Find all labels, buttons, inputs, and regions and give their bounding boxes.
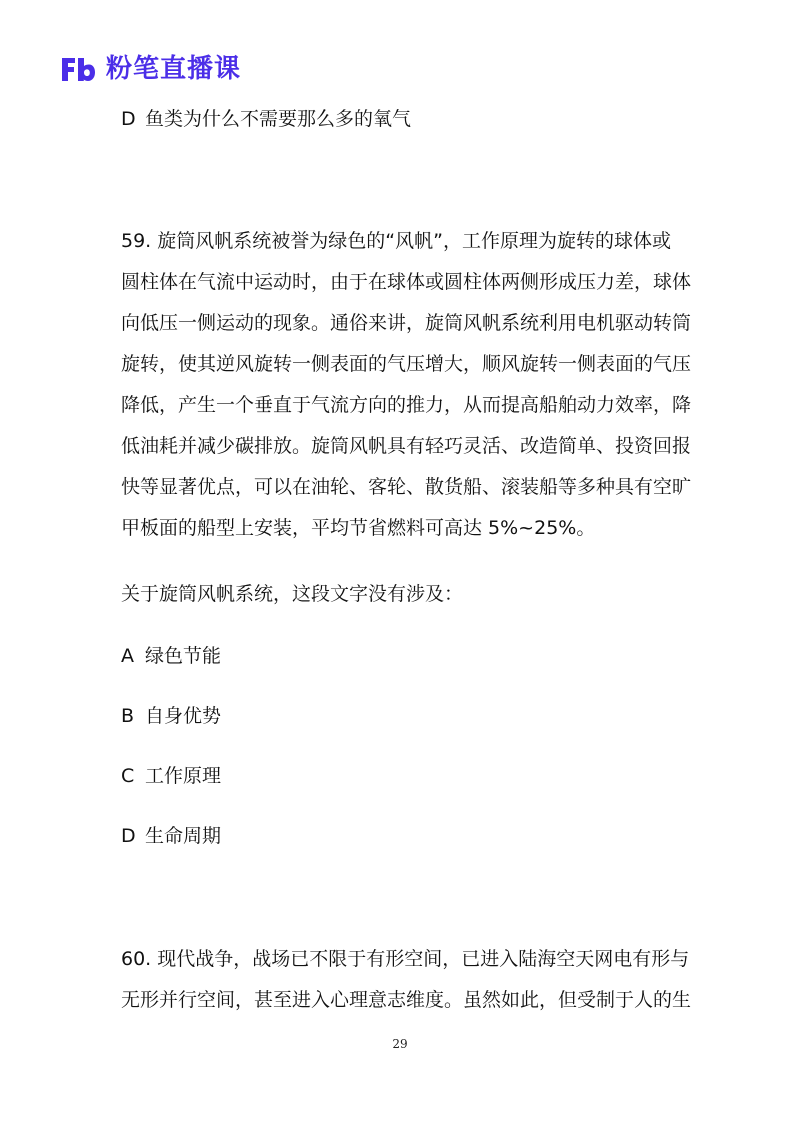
q59-line-4: 旋转，使其逆风旋转一侧表面的气压增大，顺风旋转一侧表面的气压 <box>121 353 692 375</box>
q59-line-6: 低油耗并减少碳排放。旋筒风帆具有轻巧灵活、改造简单、投资回报 <box>121 435 692 457</box>
option-letter: C <box>121 765 135 787</box>
q59-line-3: 向低压一侧运动的现象。通俗来讲，旋筒风帆系统利用电机驱动转筒 <box>121 312 692 334</box>
q59-option-c <box>121 765 221 789</box>
option-letter: D <box>121 825 136 847</box>
option-text: 鱼类为什么不需要那么多的氧气 <box>145 108 412 130</box>
q59-option-a <box>121 645 221 669</box>
q59-line-8: 甲板面的船型上安装，平均节省燃料可高达 5%~25%。 <box>121 517 596 539</box>
q59-line-2: 圆柱体在气流中运动时，由于在球体或圆柱体两侧形成压力差，球体 <box>121 271 692 293</box>
q59-line-7: 快等显著优点，可以在油轮、客轮、散货船、滚装船等多种具有空旷 <box>121 476 692 498</box>
option-letter: A <box>121 645 134 667</box>
option-text: 绿色节能 <box>145 645 222 667</box>
brand-logo <box>60 52 241 86</box>
q59-line-1: 59. 旋筒风帆系统被誉为绿色的“风帆”，工作原理为旋转的球体或 <box>121 230 671 252</box>
q60-line-2: 无形并行空间，甚至进入心理意志维度。虽然如此，但受制于人的生 <box>121 989 692 1011</box>
q58-option-d <box>121 108 411 132</box>
option-text: 生命周期 <box>145 825 222 847</box>
q59-prompt: 关于旋筒风帆系统，这段文字没有涉及： <box>121 583 464 605</box>
fenbi-logo-icon <box>60 54 96 84</box>
q59-option-b <box>121 705 221 729</box>
option-letter: B <box>121 705 135 727</box>
q59-option-d <box>121 825 221 849</box>
page-number: 29 <box>392 1037 408 1051</box>
option-text: 工作原理 <box>145 765 222 787</box>
q59-line-5: 降低，产生一个垂直于气流方向的推力，从而提高船舶动力效率，降 <box>121 394 692 416</box>
logo-text: 粉笔直播课 <box>106 54 242 84</box>
option-text: 自身优势 <box>145 705 222 727</box>
option-letter: D <box>121 108 136 130</box>
q60-line-1: 60. 现代战争，战场已不限于有形空间，已进入陆海空天网电有形与 <box>121 948 690 970</box>
